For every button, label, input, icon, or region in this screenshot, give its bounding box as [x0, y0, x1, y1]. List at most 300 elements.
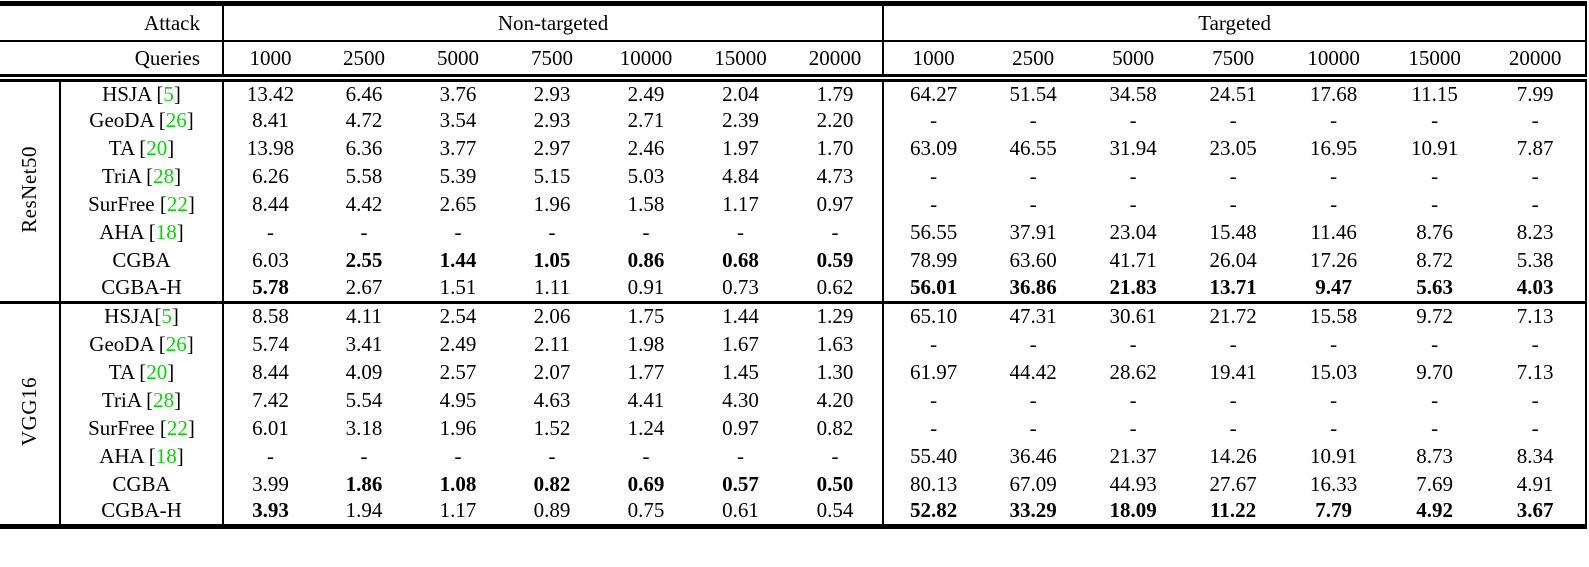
value-cell: -	[1431, 331, 1439, 356]
value-cell: -	[1229, 387, 1237, 412]
value-cell: -	[1229, 163, 1237, 188]
query-column-header: 10000	[1307, 45, 1360, 70]
value-cell: 4.95	[439, 387, 477, 412]
value-cell: 9.72	[1416, 304, 1453, 329]
value-cell: 1.58	[627, 191, 665, 216]
value-cell: 3.76	[439, 81, 477, 106]
attack-name-cell	[60, 442, 223, 470]
citation-bracket-open: [	[154, 304, 162, 329]
table-row	[0, 162, 1586, 190]
value-cell: 1.70	[788, 134, 883, 162]
value-cell: 3.18	[345, 415, 383, 440]
value-cell: 1.30	[788, 358, 883, 386]
value-cell: 2.93	[533, 107, 571, 132]
value-cell: 8.34	[1516, 443, 1554, 468]
value-cell: 5.63	[1416, 274, 1453, 299]
attack-name: CGBA	[112, 471, 171, 496]
value-cell: 1.77	[627, 359, 665, 384]
value-cell: -	[360, 443, 368, 468]
value-cell: 1.24	[627, 415, 665, 440]
attack-name-cell	[60, 414, 223, 442]
value-cell: 1.44	[439, 247, 477, 272]
query-column-header: 20000	[1508, 45, 1562, 70]
value-cell: -	[1229, 415, 1237, 440]
attack-name: SurFree	[88, 415, 155, 440]
value-cell: 27.67	[1209, 471, 1257, 496]
value-cell: 9.47	[1315, 274, 1352, 299]
value-cell: 1.98	[627, 331, 665, 356]
value-cell: 28.62	[1109, 359, 1157, 384]
value-cell: 2.71	[627, 107, 665, 132]
value-cell: 0.91	[627, 274, 665, 299]
value-cell: 61.97	[909, 359, 958, 384]
value-cell: 5.38	[1516, 247, 1554, 272]
value-cell: 15.48	[1209, 219, 1257, 244]
query-column-header: 10000	[619, 45, 673, 70]
citation-bracket-close: ]	[176, 443, 184, 468]
value-cell: -	[1129, 163, 1137, 188]
value-cell: 7.87	[1516, 135, 1554, 160]
value-cell: 23.05	[1209, 135, 1257, 160]
attack-name: GeoDA	[89, 107, 154, 132]
value-cell: 1.51	[439, 274, 477, 299]
value-cell: 1.05	[533, 247, 571, 272]
value-cell: 44.93	[1109, 471, 1157, 496]
value-cell: 23.04	[1109, 219, 1157, 244]
value-cell: -	[548, 443, 556, 468]
value-cell: -	[1029, 415, 1037, 440]
value-cell: 1.97	[722, 135, 759, 160]
value-cell: -	[1330, 163, 1338, 188]
citation-link[interactable]: 22	[166, 191, 188, 216]
value-cell: -	[1029, 331, 1037, 356]
attack-name: TriA	[101, 163, 141, 188]
value-cell: -	[930, 331, 938, 356]
value-cell: -	[454, 219, 462, 244]
value-cell: 16.95	[1309, 135, 1358, 160]
value-cell: 78.99	[909, 247, 958, 272]
attack-name: TA	[108, 359, 134, 384]
value-cell: 1.17	[722, 191, 759, 216]
value-cell: 8.41	[252, 107, 289, 132]
value-cell: -	[1431, 415, 1439, 440]
citation-link[interactable]: 22	[166, 415, 188, 440]
value-cell: -	[1330, 191, 1338, 216]
value-cell: 2.11	[534, 331, 570, 356]
value-cell: 1.96	[533, 191, 571, 216]
group-header-targeted: Targeted	[883, 4, 1586, 42]
value-cell: 5.15	[533, 163, 571, 188]
value-cell: -	[1531, 415, 1539, 440]
value-cell: -	[360, 219, 368, 244]
table-row	[0, 246, 1586, 274]
value-cell: -	[737, 443, 745, 468]
attack-name-cell	[60, 246, 223, 274]
value-cell: 1.79	[788, 78, 883, 106]
value-cell: 21.72	[1209, 304, 1257, 329]
value-cell: 2.04	[722, 81, 759, 106]
value-cell: -	[548, 219, 556, 244]
value-cell: 1.08	[439, 471, 477, 496]
value-cell: 7.13	[1516, 359, 1554, 384]
attack-name-cell	[60, 162, 223, 190]
value-cell: 4.73	[788, 162, 883, 190]
value-cell: 34.58	[1109, 81, 1157, 106]
value-cell: -	[737, 219, 745, 244]
value-cell: 0.62	[788, 274, 883, 302]
value-cell: -	[930, 191, 938, 216]
value-cell: 0.86	[627, 247, 665, 272]
attack-name: SurFree	[88, 191, 155, 216]
value-cell: 11.22	[1210, 498, 1257, 523]
value-cell: 5.58	[345, 163, 383, 188]
attack-name: AHA	[99, 219, 144, 244]
value-cell: 3.93	[252, 498, 289, 523]
citation-bracket-close: ]	[187, 191, 195, 216]
attack-name: HSJA	[104, 304, 155, 329]
header-row-groups	[0, 4, 1586, 42]
value-cell: 6.03	[252, 247, 289, 272]
value-cell: 0.75	[627, 498, 665, 523]
value-cell: 4.63	[533, 387, 571, 412]
value-cell: -	[1129, 191, 1137, 216]
value-cell: -	[1330, 107, 1338, 132]
attack-name: HSJA	[102, 81, 152, 106]
value-cell: 5.39	[439, 163, 477, 188]
value-cell: -	[1330, 331, 1338, 356]
attack-name: GeoDA	[89, 331, 154, 356]
citation-bracket-close: ]	[173, 81, 181, 106]
value-cell: 2.20	[788, 106, 883, 134]
value-cell: 11.46	[1310, 219, 1357, 244]
value-cell: -	[930, 163, 938, 188]
table-row	[0, 190, 1586, 218]
value-cell: 11.15	[1411, 81, 1458, 106]
query-column-header: 1000	[249, 45, 292, 70]
value-cell: 37.91	[1009, 219, 1057, 244]
value-cell: 8.72	[1416, 247, 1453, 272]
value-cell: 1.67	[722, 331, 759, 356]
value-cell: -	[642, 219, 650, 244]
value-cell: 4.72	[345, 107, 383, 132]
value-cell: -	[1129, 107, 1137, 132]
model-label-cell	[0, 78, 60, 302]
table-row	[0, 274, 1586, 302]
citation-bracket-close: ]	[174, 163, 182, 188]
attack-name-cell	[60, 386, 223, 414]
citation-bracket-close: ]	[174, 387, 182, 412]
model-label: ResNet50	[17, 145, 41, 233]
attack-name: CGBA-H	[101, 498, 182, 523]
value-cell: -	[1129, 415, 1137, 440]
value-cell: 19.41	[1209, 359, 1257, 384]
query-column-header: 7500	[531, 45, 574, 70]
table-row	[0, 134, 1586, 162]
citation-bracket-open: [	[140, 163, 154, 188]
value-cell: 0.97	[722, 415, 759, 440]
value-cell: 63.09	[909, 135, 958, 160]
value-cell: 15.03	[1309, 359, 1358, 384]
value-cell: -	[1330, 387, 1338, 412]
citation-bracket-open: [	[133, 135, 147, 160]
query-column-header: 1000	[912, 45, 955, 70]
value-cell: 52.82	[909, 498, 958, 523]
citation-bracket-open: [	[153, 331, 166, 356]
value-cell: -	[1029, 107, 1037, 132]
value-cell: -	[1029, 163, 1037, 188]
value-cell: 0.59	[788, 246, 883, 274]
value-cell: 5.03	[627, 163, 665, 188]
value-cell: 56.55	[909, 219, 958, 244]
attack-name-cell	[60, 274, 223, 302]
value-cell: 26.04	[1209, 247, 1257, 272]
value-cell: -	[1531, 163, 1539, 188]
value-cell: 10.91	[1410, 135, 1459, 160]
value-cell: 15.58	[1309, 304, 1358, 329]
value-cell: 0.50	[788, 470, 883, 498]
value-cell: 4.91	[1516, 471, 1554, 496]
model-block-1	[0, 302, 1586, 526]
attack-name-cell	[60, 106, 223, 134]
value-cell: 36.86	[1009, 274, 1057, 299]
table-row	[0, 358, 1586, 386]
value-cell: 1.52	[533, 415, 571, 440]
value-cell: 51.54	[1009, 81, 1057, 106]
value-cell: 0.89	[533, 498, 571, 523]
value-cell: 67.09	[1009, 471, 1057, 496]
model-label: VGG16	[17, 377, 41, 446]
citation-link[interactable]: 26	[165, 331, 187, 356]
citation-link[interactable]: 20	[146, 135, 168, 160]
citation-bracket-close: ]	[187, 415, 195, 440]
value-cell: 6.46	[345, 81, 383, 106]
attack-name-cell	[60, 358, 223, 386]
value-cell: -	[1431, 107, 1439, 132]
value-cell: 7.13	[1516, 304, 1554, 329]
queries-header-label: Queries	[0, 41, 223, 78]
value-cell: 55.40	[909, 443, 958, 468]
query-column-header: 5000	[437, 45, 480, 70]
header-row-queries	[0, 41, 1586, 78]
model-label-cell	[0, 302, 60, 526]
citation-link[interactable]: 5	[161, 304, 172, 329]
value-cell: 24.51	[1209, 81, 1257, 106]
citation-link[interactable]: 5	[163, 81, 174, 106]
value-cell: 2.07	[533, 359, 571, 384]
value-cell: 17.26	[1309, 247, 1358, 272]
value-cell: 33.29	[1009, 498, 1057, 523]
value-cell: -	[267, 219, 275, 244]
value-cell: 8.44	[252, 359, 289, 384]
attack-name-cell	[60, 134, 223, 162]
value-cell: 2.97	[533, 135, 571, 160]
value-cell: 44.42	[1009, 359, 1057, 384]
value-cell: 36.46	[1009, 443, 1057, 468]
citation-bracket-close: ]	[176, 219, 184, 244]
value-cell: 5.78	[252, 274, 289, 299]
value-cell: -	[1531, 387, 1539, 412]
citation-link[interactable]: 28	[153, 163, 175, 188]
attack-name-cell	[60, 218, 223, 246]
value-cell: -	[642, 443, 650, 468]
citation-bracket-open: [	[151, 81, 164, 106]
value-cell: 8.58	[252, 304, 289, 329]
citation-bracket-close: ]	[186, 107, 194, 132]
value-cell: 2.06	[533, 304, 571, 329]
value-cell: 5.54	[345, 387, 383, 412]
query-column-header: 20000	[788, 41, 883, 78]
value-cell: 13.98	[246, 135, 295, 160]
table-row	[0, 498, 1586, 526]
attack-name: AHA	[99, 443, 144, 468]
value-cell: 7.42	[252, 387, 289, 412]
value-cell: 8.73	[1416, 443, 1453, 468]
query-column-header: 2500	[343, 45, 386, 70]
value-cell: 1.86	[345, 471, 383, 496]
citation-bracket-close: ]	[186, 331, 194, 356]
value-cell: 0.69	[627, 471, 665, 496]
value-cell: -	[1431, 191, 1439, 216]
value-cell: 4.92	[1416, 498, 1453, 523]
value-cell: 8.23	[1516, 219, 1554, 244]
citation-link[interactable]: 26	[165, 107, 187, 132]
value-cell: -	[1431, 387, 1439, 412]
value-cell: 3.99	[252, 471, 289, 496]
value-cell: 3.67	[1516, 498, 1554, 523]
value-cell: 3.54	[439, 107, 477, 132]
value-cell: 3.77	[439, 135, 477, 160]
value-cell: 1.44	[722, 304, 759, 329]
value-cell: 0.82	[533, 471, 571, 496]
value-cell: 1.11	[534, 274, 570, 299]
citation-bracket-close: ]	[167, 135, 175, 160]
value-cell: 1.75	[627, 304, 665, 329]
value-cell: 21.83	[1109, 274, 1157, 299]
table-row	[0, 330, 1586, 358]
value-cell: 21.37	[1109, 443, 1157, 468]
attack-name-cell	[60, 78, 223, 106]
value-cell: -	[1229, 191, 1237, 216]
model-block-0	[0, 78, 1586, 302]
value-cell: 64.27	[909, 81, 958, 106]
value-cell: 2.67	[345, 274, 383, 299]
value-cell: -	[1129, 331, 1137, 356]
value-cell: -	[930, 107, 938, 132]
value-cell: 0.73	[722, 274, 759, 299]
value-cell: 2.39	[722, 107, 759, 132]
value-cell: -	[1229, 107, 1237, 132]
value-cell: 17.68	[1309, 81, 1358, 106]
value-cell: 80.13	[909, 471, 958, 496]
citation-link[interactable]: 18	[155, 219, 177, 244]
value-cell: 6.26	[252, 163, 289, 188]
attack-name-cell	[60, 330, 223, 358]
value-cell: 4.41	[627, 387, 665, 412]
value-cell: 2.55	[345, 247, 383, 272]
table-row	[0, 470, 1586, 498]
value-cell: 2.54	[439, 304, 477, 329]
table-row	[0, 218, 1586, 246]
value-cell: 2.46	[627, 135, 665, 160]
value-cell: 30.61	[1109, 304, 1157, 329]
query-column-header: 15000	[1408, 45, 1461, 70]
value-cell: -	[1330, 415, 1338, 440]
value-cell: -	[1129, 387, 1137, 412]
value-cell: -	[267, 443, 275, 468]
value-cell: 65.10	[909, 304, 958, 329]
value-cell: 1.17	[439, 498, 477, 523]
value-cell: 2.49	[627, 81, 665, 106]
value-cell: 4.03	[1516, 274, 1554, 299]
value-cell: 9.70	[1416, 359, 1453, 384]
value-cell: -	[1229, 331, 1237, 356]
value-cell: 31.94	[1109, 135, 1157, 160]
value-cell: 41.71	[1109, 247, 1157, 272]
value-cell: 4.84	[722, 163, 759, 188]
value-cell: 0.82	[788, 414, 883, 442]
citation-bracket-open: [	[143, 443, 156, 468]
citation-link[interactable]: 20	[146, 359, 168, 384]
value-cell: 4.09	[345, 359, 383, 384]
table-header	[0, 4, 1586, 79]
citation-bracket-close: ]	[171, 304, 179, 329]
value-cell: 16.33	[1309, 471, 1358, 496]
table-row	[0, 386, 1586, 414]
citation-link[interactable]: 28	[153, 387, 175, 412]
value-cell: 1.29	[788, 302, 883, 330]
value-cell: 8.76	[1416, 219, 1453, 244]
attack-name: CGBA-H	[101, 274, 182, 299]
value-cell: -	[454, 443, 462, 468]
value-cell: 56.01	[909, 274, 958, 299]
table-row	[0, 442, 1586, 470]
table-row	[0, 414, 1586, 442]
value-cell: 47.31	[1009, 304, 1057, 329]
query-column-header: 5000	[1112, 45, 1155, 70]
citation-bracket-open: [	[133, 359, 147, 384]
citation-bracket-open: [	[153, 107, 166, 132]
value-cell: 0.97	[788, 190, 883, 218]
value-cell: 14.26	[1209, 443, 1257, 468]
value-cell: 2.49	[439, 331, 477, 356]
table-row	[0, 78, 1586, 106]
citation-bracket-open: [	[154, 191, 167, 216]
value-cell: 2.93	[533, 81, 571, 106]
citation-link[interactable]: 18	[155, 443, 177, 468]
value-cell: 0.61	[722, 498, 759, 523]
citation-bracket-open: [	[143, 219, 156, 244]
value-cell: 2.57	[439, 359, 477, 384]
value-cell: 1.45	[722, 359, 759, 384]
value-cell: -	[1531, 191, 1539, 216]
value-cell: 8.44	[252, 191, 289, 216]
value-cell: 2.65	[439, 191, 477, 216]
value-cell: 13.42	[246, 81, 295, 106]
value-cell: 4.42	[345, 191, 383, 216]
value-cell: 3.41	[345, 331, 383, 356]
value-cell: 0.57	[722, 471, 759, 496]
value-cell: -	[930, 387, 938, 412]
table-row	[0, 106, 1586, 134]
value-cell: 0.54	[788, 498, 883, 526]
query-column-header: 2500	[1012, 45, 1055, 70]
attack-header-label: Attack	[0, 4, 223, 42]
value-cell: 1.94	[345, 498, 383, 523]
value-cell: 0.68	[722, 247, 759, 272]
value-cell: -	[930, 415, 938, 440]
value-cell: 7.79	[1315, 498, 1352, 523]
value-cell: 7.99	[1516, 81, 1554, 106]
